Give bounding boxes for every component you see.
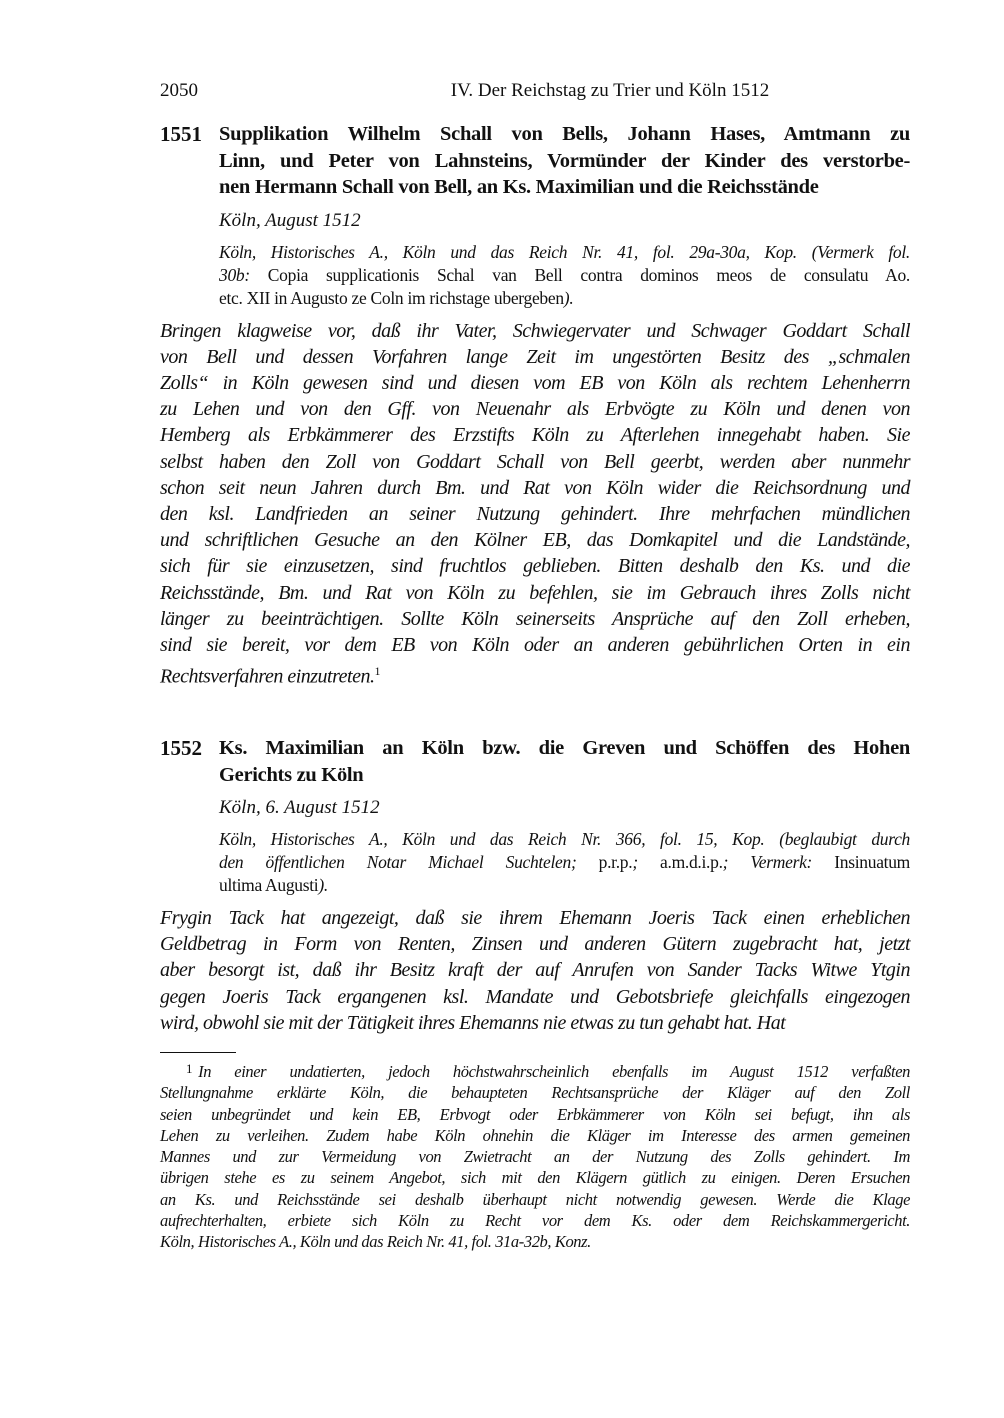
- summary-line: Geldbetrag in Form von Renten, Zinsen und anderen Gütern zugebracht hat, jetzt: [160, 933, 910, 956]
- source-line: [219, 874, 910, 897]
- source-citation: [219, 241, 910, 310]
- source-segment: Insinuatum: [812, 852, 910, 872]
- summary-line: selbst haben den Zoll von Goddart Schall von Bell geerbt, werden aber nunmehr: [160, 450, 910, 473]
- source-line: [219, 851, 910, 874]
- source-segment: Köln, Historisches A., Köln und das Reich Nr. 366, fol. 15, Kop. (beglaubigt durch: [219, 829, 910, 849]
- footnote-number: 1: [186, 1061, 193, 1076]
- title-line: nen Hermann Schall von Bell, an Ks. Maximilian und die Reichsstände: [219, 176, 819, 198]
- source-segment: ultima Augusti: [219, 875, 319, 895]
- summary-line: zu Lehen und von den Gff. von Neuenahr als Erbvögte zu Köln und denen von: [160, 398, 910, 421]
- page-header: [160, 80, 910, 106]
- source-line: [219, 264, 910, 287]
- footnote-line: Mannes und zur Vermeidung von Zwietracht an der Nutzung des Zolls gehindert. Im: [160, 1147, 910, 1167]
- footnote-line: Lehen zu verleihen. Zudem habe Köln ohnehin die Kläger im Interesse des armen gemeinen: [160, 1125, 910, 1145]
- title-line: Linn, und Peter von Lahnsteins, Vormünder der Kinder des verstorbe-: [219, 149, 910, 172]
- summary-line: aber besorgt ist, daß ihr Besitz kraft der auf Anrufen von Sander Tacks Witwe Ytgin: [160, 959, 910, 982]
- summary-line: länger zu beeinträchtigen. Sollte Köln seinerseits Ansprüche auf den Zoll erheben,: [160, 607, 910, 630]
- footnote-reference: 1: [374, 664, 380, 679]
- source-segment: a.m.d.i.p.: [637, 852, 723, 872]
- summary-line: Zolls“ in Köln gewesen sind und diesen vom EB von Köln als rechtem Lehenherrn: [160, 371, 910, 394]
- source-segment: Köln, Historisches A., Köln und das Reich Nr. 41, fol. 29a-30a, Kop. (Vermerk fol.: [219, 241, 910, 262]
- entry-title: [219, 735, 910, 788]
- summary-line: Rechtsverfahren einzutreten.$^1$: [160, 664, 380, 688]
- entry-1551: [160, 121, 910, 690]
- summary-line: von Bell und dessen Vorfahren lange Zeit im ungestörten Besitz des „schmalen: [160, 345, 910, 368]
- summary-line: sind sie bereit, vor dem EB von Köln oder an anderen gebührlichen Orten in ein: [160, 633, 910, 656]
- footnote-line: übrigen stehe es zu seinem Angebot, sich mit den Klägern gütlich zu einigen. Deren Ersuchen: [160, 1168, 910, 1188]
- summary-line: schon seit neun Jahren durch Bm. und Rat von Köln wider die Reichsordnung und: [160, 476, 910, 499]
- footnote-line: an Ks. und Reichsstände sei deshalb überhaupt nicht notwendig gewesen. Werde die Klage: [160, 1189, 910, 1209]
- title-line: Gerichts zu Köln: [219, 763, 364, 786]
- entry-number: 1552: [160, 736, 202, 760]
- source-segment: Copia supplicationis Schal van Bell contra dominos meos de consulatu Ao.: [249, 264, 910, 285]
- source-citation: [219, 828, 910, 897]
- footnote-line: seien unbegründet und kein EB, Erbvogt oder Erbkämmerer von Köln sei befugt, ihn als: [160, 1104, 910, 1124]
- entry-header-block: [219, 121, 910, 310]
- footnote-line: aufrechterhalten, erbiete sich Köln zu Recht vor dem Ks. oder dem Reichskammergericht.: [160, 1211, 910, 1231]
- entry-summary: [160, 905, 910, 1036]
- footnote-rule: [160, 1052, 236, 1053]
- entry-header-block: [219, 735, 910, 897]
- entry-title: [219, 121, 910, 201]
- entry-summary: [160, 318, 910, 691]
- source-line: [219, 828, 910, 851]
- source-segment: ;: [632, 852, 638, 872]
- footnote: [160, 1058, 910, 1253]
- summary-line: den ksl. Landfrieden an seiner Nutzung gehindert. Ihre mehrfachen mündlichen: [160, 502, 910, 525]
- summary-line: Hemberg als Erbkämmerer des Erzstifts Köln zu Afterlehen innegehabt haben. Sie: [160, 424, 910, 447]
- summary-line: Reichsstände, Bm. und Rat von Köln zu befehlen, sie im Gebrauch ihres Zolls nicht: [160, 581, 910, 604]
- source-segment: ).: [563, 287, 574, 308]
- source-segment: etc. XII in Augusto ze Coln im richstage ubergeben: [219, 287, 564, 308]
- footnote-line: Stellungnahme erklärte Köln, die behaupteten Rechtsansprüche der Kläger auf den Zoll: [160, 1083, 910, 1103]
- page-number: 2050: [160, 80, 198, 101]
- summary-line: sich für sie einzusetzen, sind fruchtlos geblieben. Bitten deshalb den Ks. und die: [160, 555, 910, 578]
- source-segment: ; Vermerk:: [722, 852, 813, 872]
- title-line: Supplikation Wilhelm Schall von Bells, Johann Hases, Amtmann zu: [219, 123, 910, 145]
- source-segment: 30b:: [219, 264, 250, 285]
- summary-line: gegen Joeris Tack ergangenen ksl. Mandate und Gebotsbriefe gleichfalls eingezogen: [160, 985, 910, 1008]
- summary-line: wird, obwohl sie mit der Tätigkeit ihres Ehemanns nie etwas zu tun gehabt hat. Hat: [160, 1011, 786, 1034]
- source-line: [219, 287, 910, 310]
- source-segment: p.r.p.: [576, 852, 633, 872]
- running-title: IV. Der Reichstag zu Trier und Köln 1512: [450, 80, 770, 101]
- source-line: [219, 241, 910, 264]
- summary-line: und schriftlichen Gesuche an den Kölner EB, das Domkapitel und die Landstände,: [160, 529, 910, 552]
- entry-date: Köln, 6. August 1512: [219, 797, 380, 818]
- source-segment: den öffentlichen Notar Michael Suchtelen;: [219, 852, 577, 872]
- summary-line: Frygin Tack hat angezeigt, daß sie ihrem Ehemann Joeris Tack einen erheblichen: [160, 907, 910, 929]
- footnote-line: $^1$ In einer undatierten, jedoch höchstwahrscheinlich ebenfalls im August 1512 verfaßten: [186, 1061, 910, 1081]
- footnote-line: Köln, Historisches A., Köln und das Reich Nr. 41, fol. 31a-32b, Konz.: [160, 1232, 591, 1252]
- entry-date: Köln, August 1512: [219, 209, 361, 231]
- title-line: Ks. Maximilian an Köln bzw. die Greven und Schöffen des Hohen: [219, 737, 910, 759]
- summary-line: Bringen klagweise vor, daß ihr Vater, Schwiegervater und Schwager Goddart Schall: [160, 319, 910, 342]
- entry-1552: [160, 735, 910, 1036]
- source-segment: ).: [318, 875, 328, 895]
- entry-number: 1551: [160, 122, 202, 146]
